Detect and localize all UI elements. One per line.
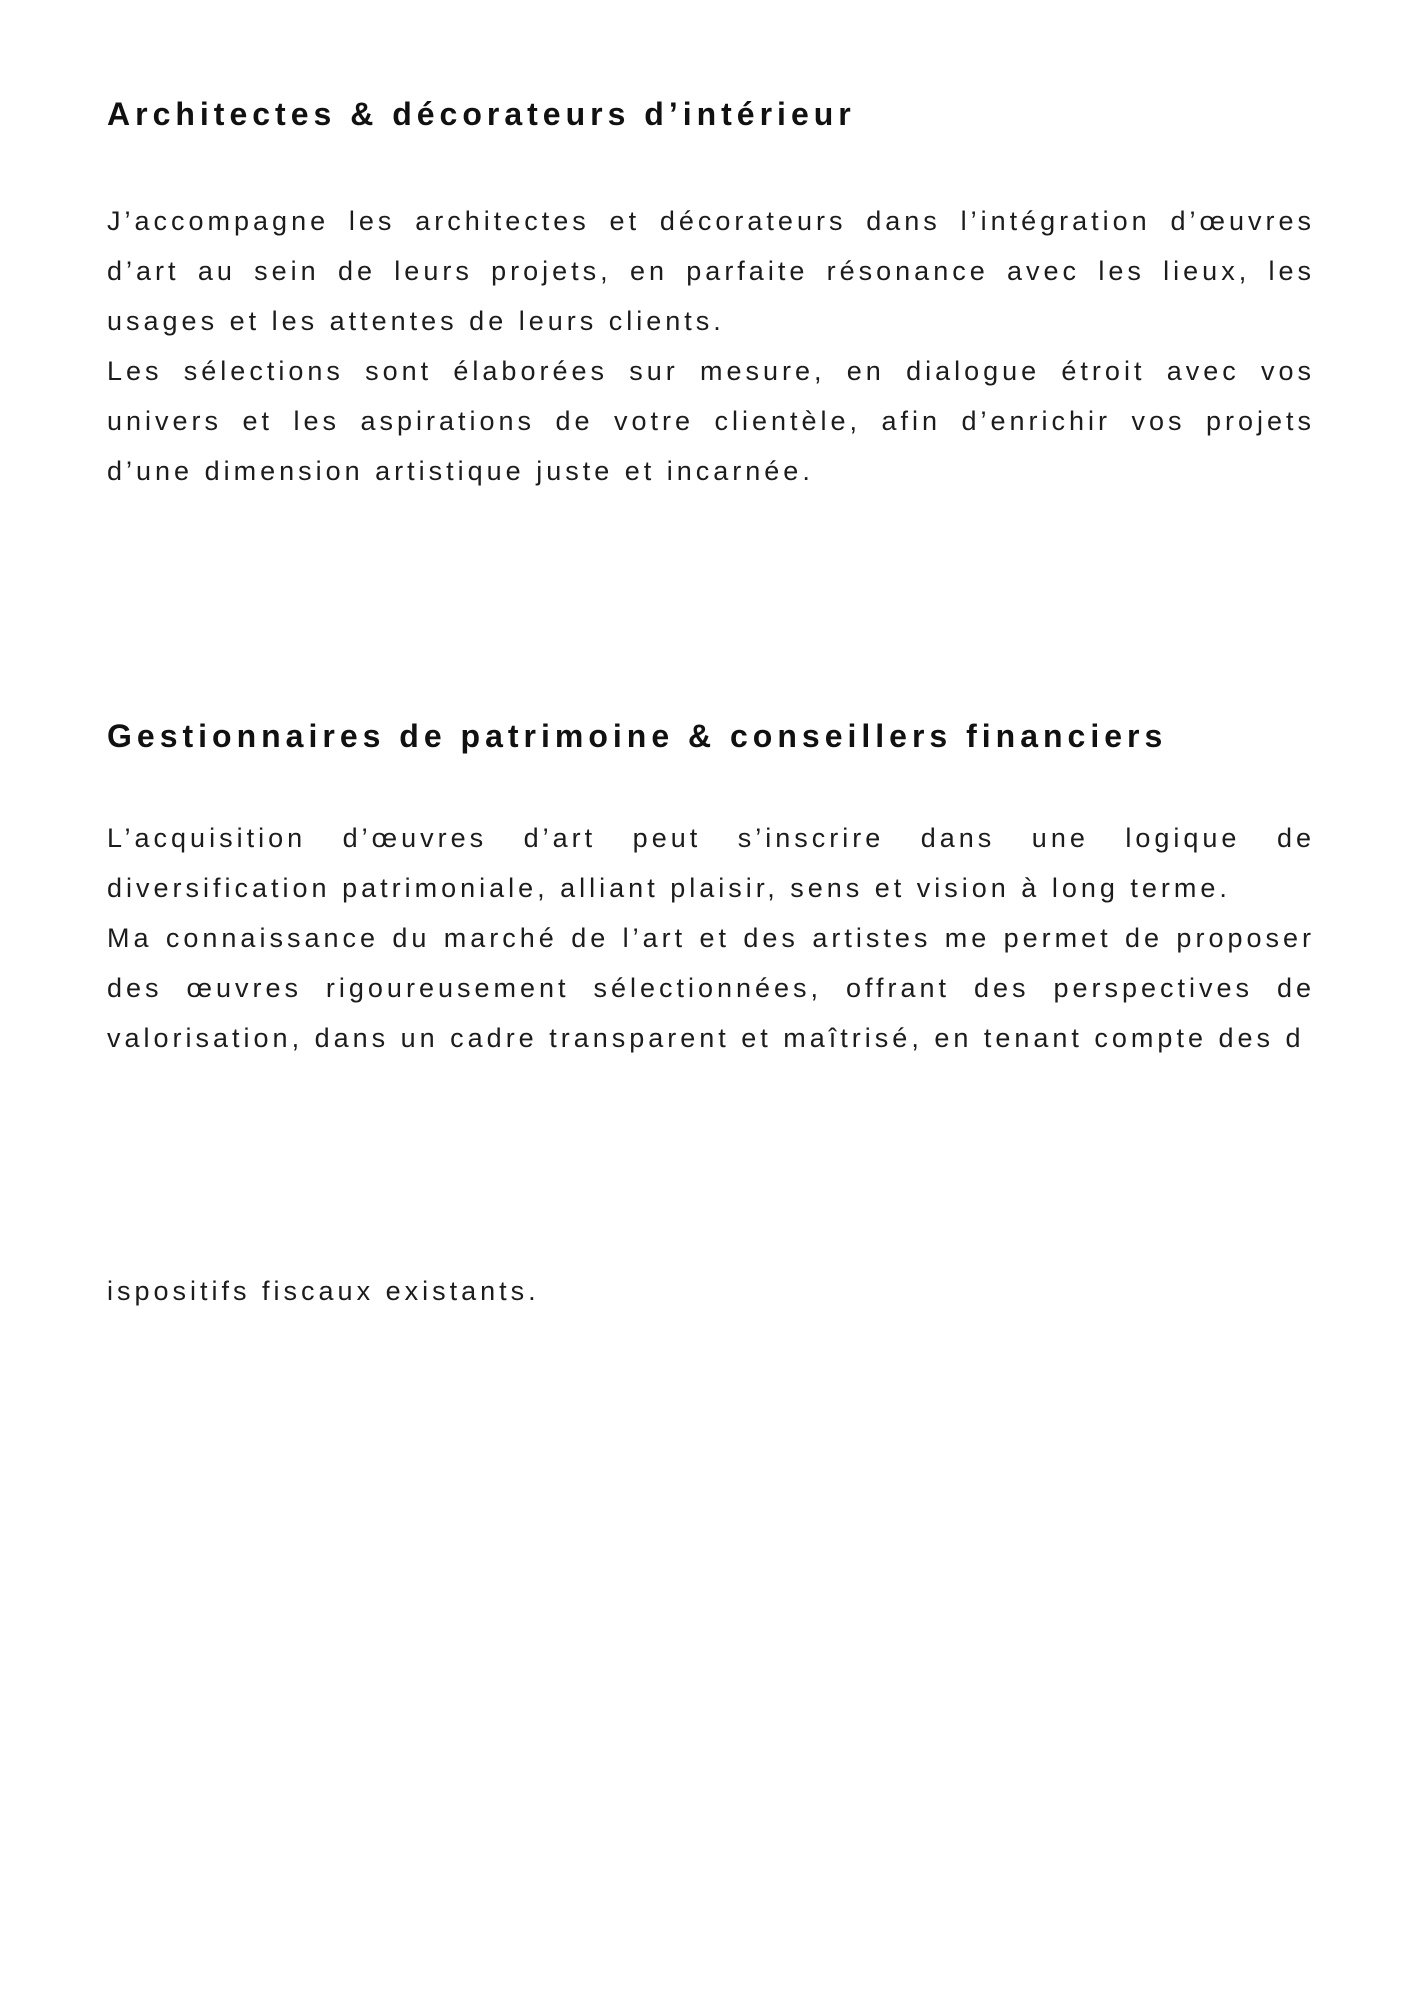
section-body-wealth-managers xyxy=(107,813,1315,1063)
section-heading-architects: Architectes & décorateurs d’intérieur xyxy=(107,96,856,132)
paragraph: Ma connaissance du marché de l’art et des artistes me permet de proposer des œuvres rigoureusement sélectionnées, offrant des perspectives de valorisation, dans un cadre transparent et maîtrisé, en tenant compte des d xyxy=(107,923,1315,1053)
paragraph: Les sélections sont élaborées sur mesure, en dialogue étroit avec vos univers et les aspirations de votre clientèle, afin d’enrichir vos projets d’une dimension artistique juste et incarnée. xyxy=(107,356,1315,486)
trailing-paragraph-fragment: ispositifs fiscaux existants. xyxy=(107,1276,540,1306)
paragraph: J’accompagne les architectes et décorateurs dans l’intégration d’œuvres d’art au sein de leurs projets, en parfaite résonance avec les lieux, les usages et les attentes de leurs clients. xyxy=(107,206,1315,336)
section-heading-wealth-managers: Gestionnaires de patrimoine & conseillers financiers xyxy=(107,718,1168,754)
paragraph: L’acquisition d’œuvres d’art peut s’inscrire dans une logique de diversification patrimoniale, alliant plaisir, sens et vision à long terme. xyxy=(107,823,1315,903)
section-body-architects xyxy=(107,196,1315,496)
